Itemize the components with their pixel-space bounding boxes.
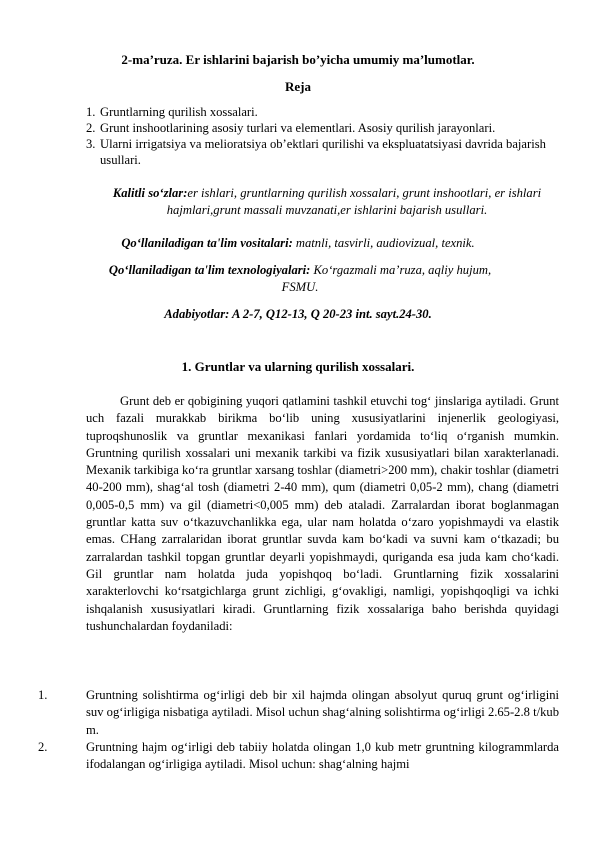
list-item-text: Gruntning hajm og‘irligi deb tabiiy holatda olingan 1,0 kub metr gruntning kilogrammlarda ifodalangan og‘irligiga aytiladi. Misol uchun: shag‘alning hajmi (86, 739, 559, 772)
teaching-tools-label: Qo‘llaniladigan ta'lim vositalari: (121, 236, 293, 250)
literature: Adabiyotlar: A 2-7, Q12-13, Q 20-23 int. sayt.24-30. (164, 307, 432, 321)
plan-item-text: Gruntlarning qurilish xossalari. (100, 105, 258, 119)
keywords-text: er ishlari, gruntlarning qurilish xossalari, grunt inshootlari, er ishlari hajmlari,grunt massali muvzanati,er ishlarini bajarish usullari. (166, 186, 542, 217)
plan-heading: Reja (285, 79, 311, 94)
plan-item-number: 1. (86, 105, 96, 119)
plan-item (86, 136, 566, 168)
teaching-technologies-text: Ko‘rgazmali ma’ruza, aqliy hujum, FSMU. (281, 263, 492, 294)
list-item (38, 739, 559, 774)
plan-item-text: Ularni irrigatsiya va melioratsiya ob’ektlari qurilishi va ekspluatatsiyasi davrida bajarish usullari. (100, 137, 546, 167)
definition-list (38, 687, 559, 773)
plan-item (86, 120, 566, 136)
teaching-technologies (100, 262, 500, 296)
list-item (38, 687, 559, 739)
plan-item-number: 3. (86, 137, 96, 151)
lecture-title: 2-ma’ruza. Er ishlarini bajarish bo’yicha umumiy ma’lumotlar. (121, 52, 475, 67)
list-item-number: 2. (38, 739, 48, 754)
teaching-tools-text: matnli, tasvirli, audiovizual, texnik. (292, 236, 475, 250)
section-title: 1. Gruntlar va ularning qurilish xossalari. (181, 359, 415, 374)
body-paragraph: Grunt deb er qobigining yuqori qatlamini tashkil etuvchi tog‘ jinslariga aytiladi. Grunt uch fazali murakkab birikma bo‘lib uning xususiyatlarini injenerlik geologiyasi, tuproqshunoslik va gruntlar mexanikasi fanlari yordamida to‘liq o‘rganish mumkin. Gruntning qurilish xossalari uni mexanik tarkibi va fizik xususiyatlari bilan xarakterlanadi. Mexanik tarkibiga ko‘ra gruntlar xarsang toshlar (diametri>200 mm), chakir toshlar (diametri 40-200 mm), shag‘al tosh (diametri 2-40 mm), qum (diametri 0,05-2 mm), chang (diametri 0,005-0,5 mm) va gil (diametri<0,005 mm) deb ataladi. Zarralardan iborat boglanmagan gruntlar katta suv o‘tkazuvchanlikka ega, ular nam holatda o‘zaro yopishmaydi va elastik emas. CHang zarralaridan iborat gruntlar suvda kam bo‘kadi va suvni kam o‘tkazadi; bu zarralardan tashkil topgan gruntlar deyarli yopishmaydi, quriganda esa juda kam cho‘kadi. Gil gruntlar nam holatda juda yopishqoq bo‘ladi. Gruntlarning fizik xossalarini xarakterlovchi ko‘rsatgichlarga grunt zichligi, g‘ovakligi, namligi, yopishqoqligi va ichki ishqalanish xususiyatlari kiradi. Gruntlarning fizik xossalariga baho berishda quyidagi tushunchalardan foydaniladi: (86, 394, 559, 633)
teaching-technologies-label: Qo‘llaniladigan ta'lim texnologiyalari: (108, 263, 311, 277)
list-item-number: 1. (38, 688, 48, 702)
plan-item-text: Grunt inshootlarining asosiy turlari va elementlari. Asosiy qurilish jarayonlari. (100, 121, 496, 135)
plan-item (86, 104, 566, 120)
keywords-label: Kalitli so‘zlar: (112, 186, 188, 200)
plan-item-number: 2. (86, 121, 96, 135)
teaching-tools (0, 235, 596, 252)
plan-list (86, 104, 566, 168)
list-item-text: Gruntning solishtirma og‘irligi deb bir xil hajmda olingan absolyut quruq grunt og‘irligini suv og‘irligiga nisbatiga aytiladi. Misol uchun shag‘alning solishtirma og‘irligi 2.65-2.8 t/kub m. (86, 688, 559, 737)
keywords (112, 185, 542, 219)
